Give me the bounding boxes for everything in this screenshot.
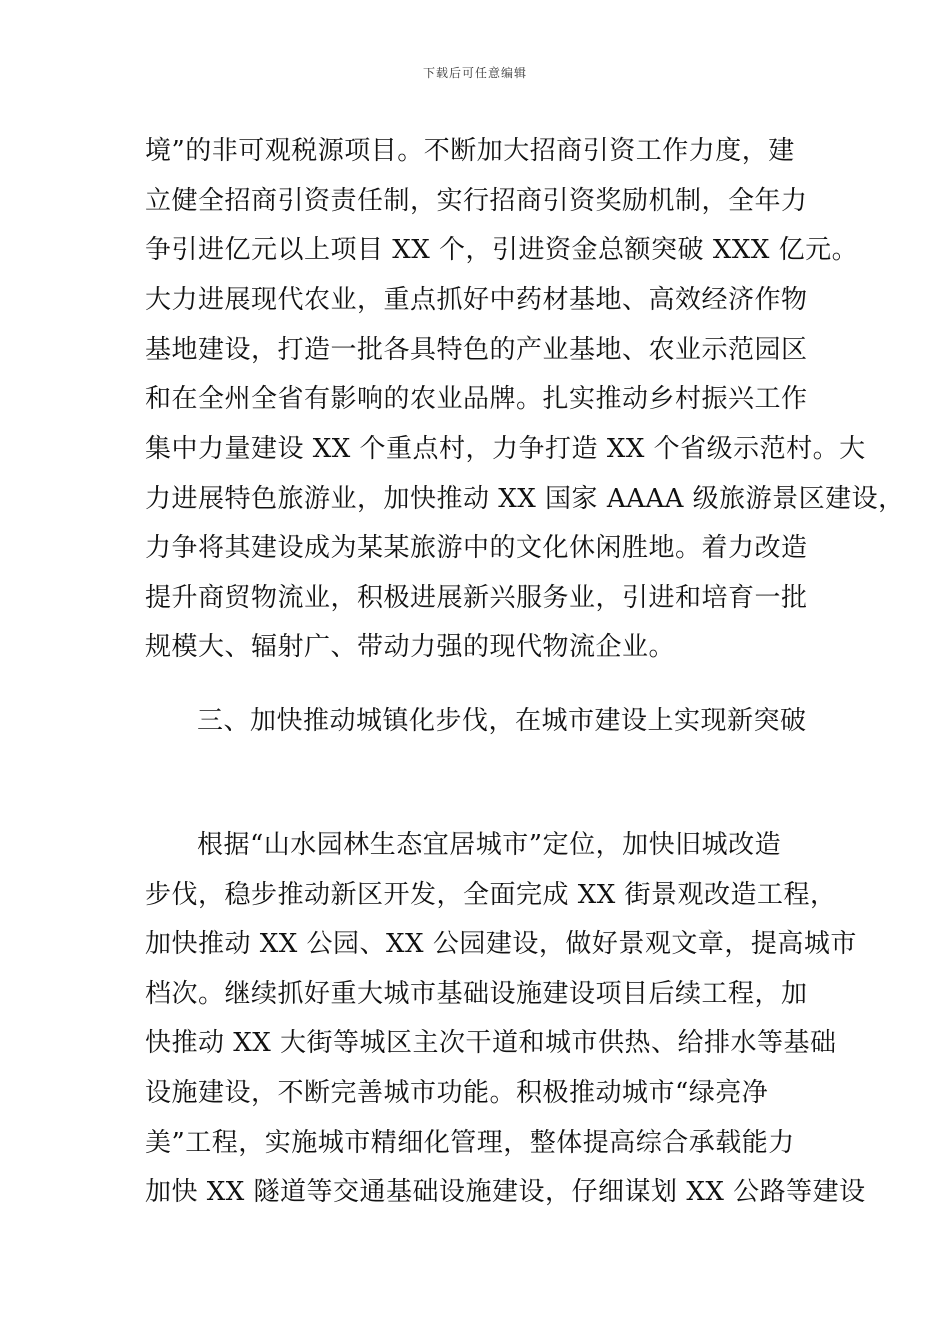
paragraph-line: 大力进展现代农业，重点抓好中药材基地、高效经济作物 xyxy=(145,285,808,315)
paragraph-line: 基地建设，打造一批各具特色的产业基地、农业示范园区 xyxy=(145,335,808,365)
paragraph-line: 规模大、辐射广、带动力强的现代物流企业。 xyxy=(145,632,676,662)
paragraph-line: 提升商贸物流业，积极进展新兴服务业，引进和培育一批 xyxy=(145,583,808,613)
paragraph-line: 美”工程，实施城市精细化管理，整体提高综合承载能力 xyxy=(145,1128,795,1158)
paragraph-line: 加快推动 XX 公园、XX 公园建设，做好景观文章，提高城市 xyxy=(145,929,857,959)
paragraph-line: 集中力量建设 XX 个重点村，力争打造 XX 个省级示范村。大 xyxy=(145,434,866,464)
paragraph-line: 根据“山水园林生态宜居城市”定位，加快旧城改造 xyxy=(197,830,782,860)
paragraph-line: 加快 XX 隧道等交通基础设施建设，仔细谋划 XX 公路等建设 xyxy=(145,1177,866,1207)
paragraph-line: 境”的非可观税源项目。不断加大招商引资工作力度，建 xyxy=(145,136,795,166)
section-heading: 三、加快推动城镇化步伐，在城市建设上实现新突破 xyxy=(197,706,807,736)
paragraph-line: 快推动 XX 大街等城区主次干道和城市供热、给排水等基础 xyxy=(145,1028,837,1058)
paragraph-line: 力争将其建设成为某某旅游中的文化休闲胜地。着力改造 xyxy=(145,533,808,563)
paragraph-line: 立健全招商引资责任制，实行招商引资奖励机制，全年力 xyxy=(145,186,808,216)
paragraph-line: 档次。继续抓好重大城市基础设施建设项目后续工程，加 xyxy=(145,979,808,1009)
paragraph-line: 步伐，稳步推动新区开发，全面完成 XX 街景观改造工程， xyxy=(145,880,837,910)
paragraph-line: 争引进亿元以上项目 XX 个，引进资金总额突破 XXX 亿元。 xyxy=(145,235,859,265)
paragraph-line: 和在全州全省有影响的农业品牌。扎实推动乡村振兴工作 xyxy=(145,384,808,414)
page-header: 下载后可任意编辑 xyxy=(422,66,527,80)
paragraph-line: 力进展特色旅游业，加快推动 XX 国家 AAAA 级旅游景区建设， xyxy=(145,484,905,514)
paragraph-line: 设施建设，不断完善城市功能。积极推动城市“绿亮净 xyxy=(145,1078,769,1108)
